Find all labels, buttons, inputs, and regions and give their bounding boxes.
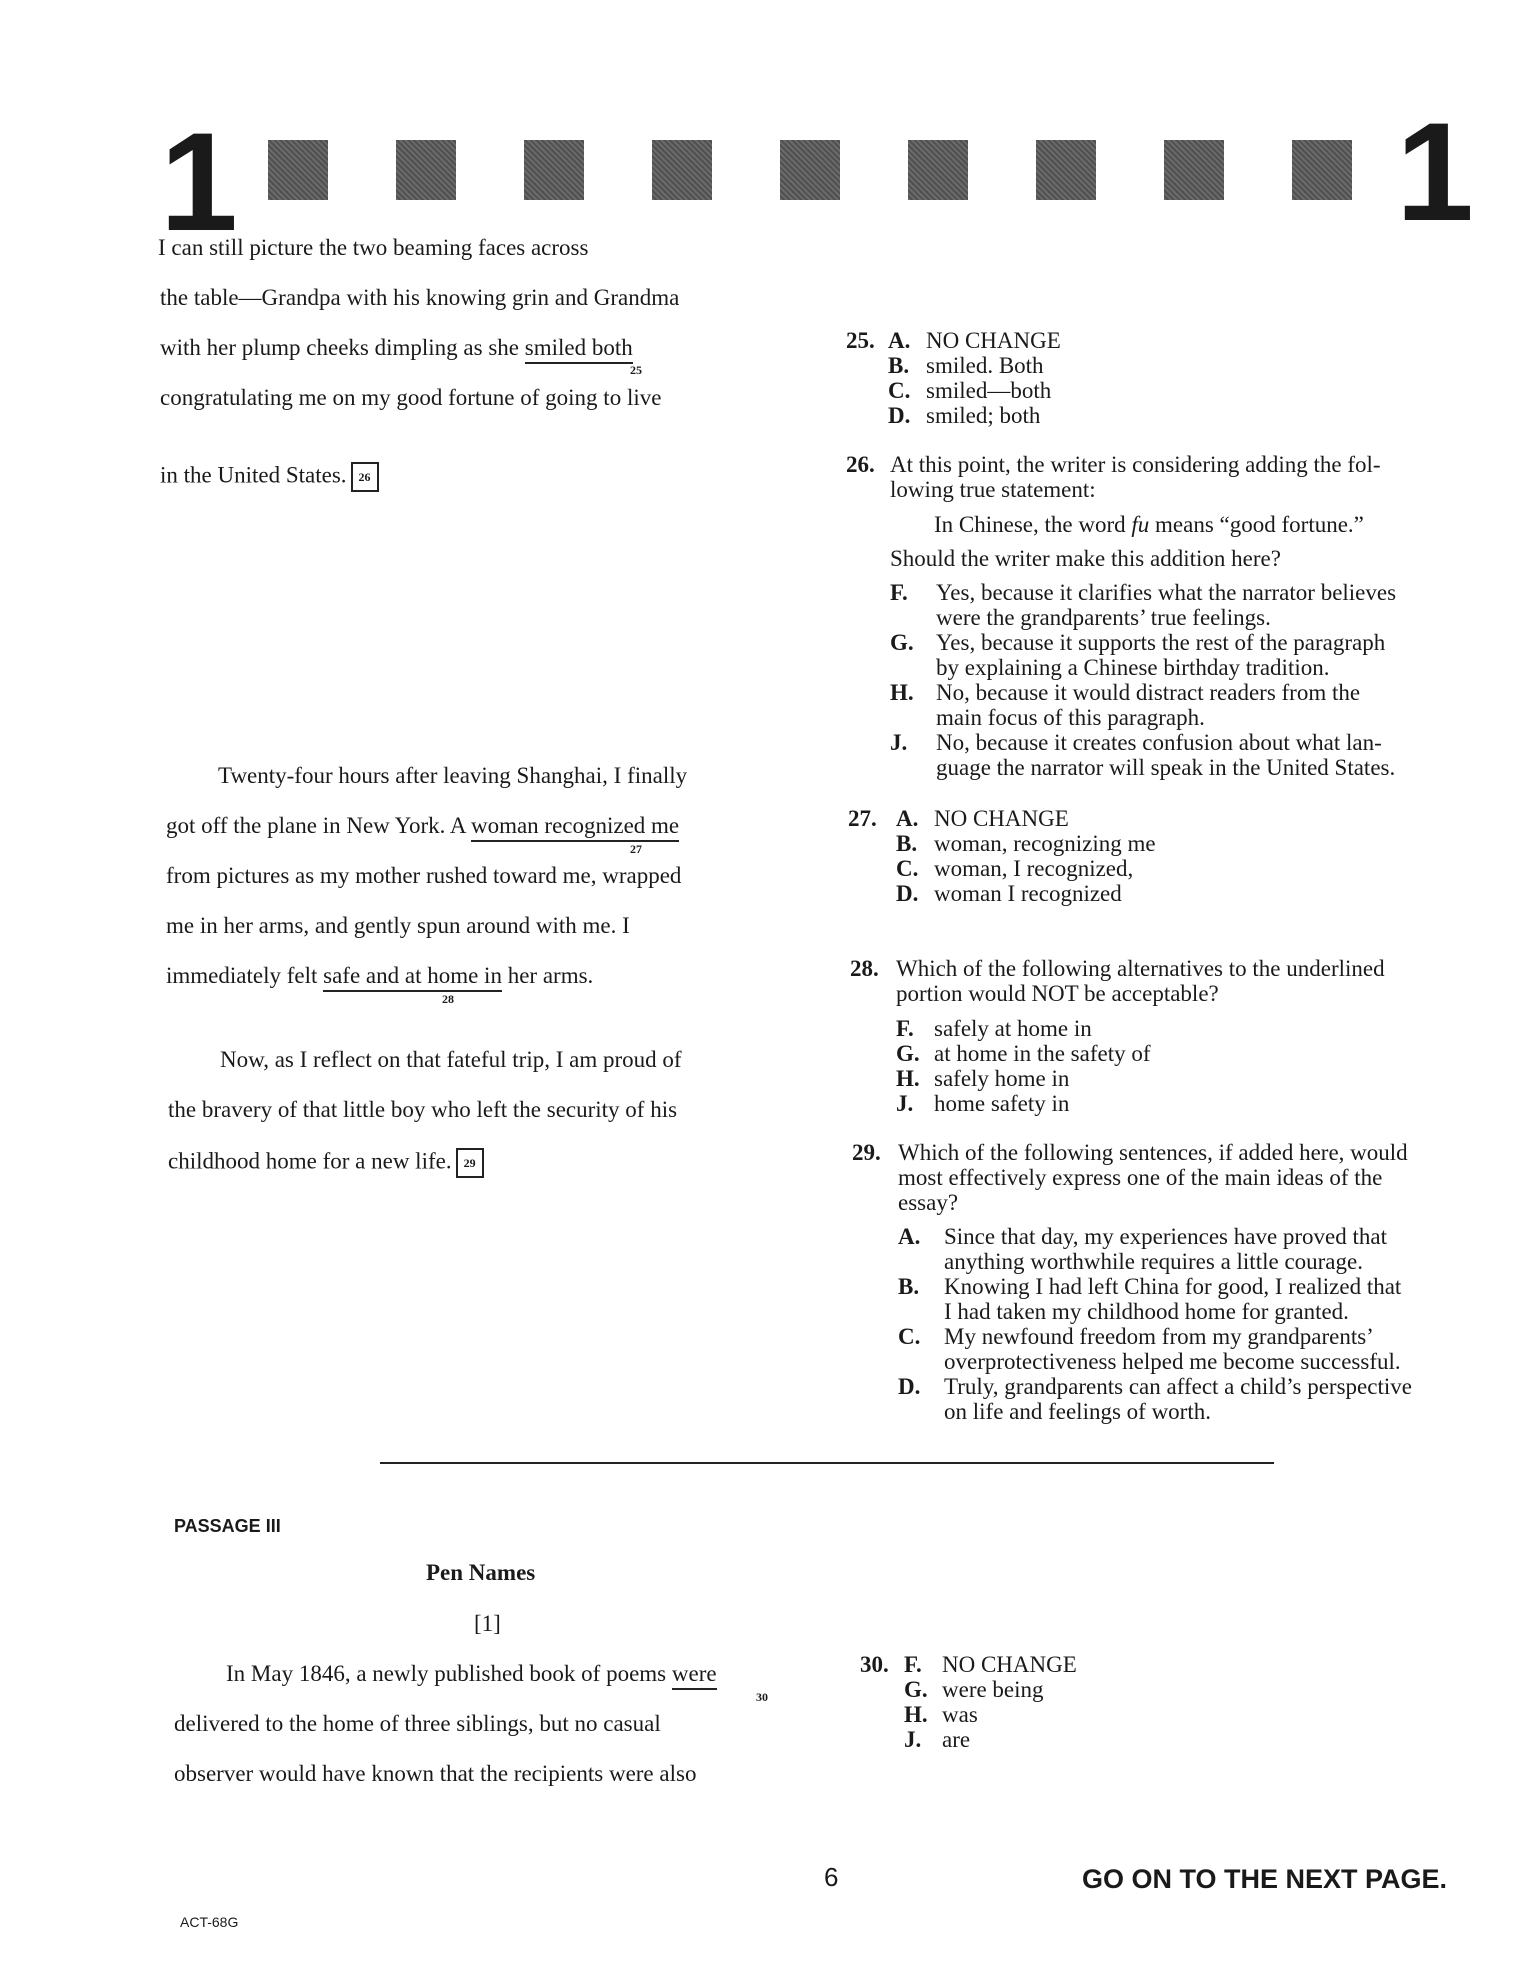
question-box-29: 29	[456, 1148, 484, 1178]
underlined-portion-30: were	[672, 1661, 717, 1690]
answer-option-d-cont: on life and feelings of worth.	[944, 1399, 1211, 1424]
passage-line: Now, as I reflect on that fateful trip, I am proud of	[220, 1047, 682, 1072]
passage-line: the bravery of that little boy who left the security of his	[168, 1097, 678, 1122]
section-number-left: 1	[160, 103, 234, 260]
question-box-26: 26	[351, 462, 379, 492]
passage-line: congratulating me on my good fortune of going to live	[160, 385, 662, 410]
answer-option-h[interactable]: H. No, because it would distract readers from the	[890, 680, 1361, 705]
question-stem: Which of the following sentences, if added here, would	[898, 1140, 1408, 1165]
answer-option-a[interactable]: A. Since that day, my experiences have proved that	[898, 1224, 1388, 1249]
answer-option-j-cont: guage the narrator will speak in the United States.	[936, 755, 1396, 780]
passage-line	[166, 964, 593, 987]
passage-line: the table—Grandpa with his knowing grin and Grandma	[160, 285, 680, 310]
answer-option-b[interactable]: B. woman, recognizing me	[896, 831, 1156, 856]
passage-line	[160, 462, 379, 492]
question-prompt: Should the writer make this addition here?	[890, 546, 1281, 571]
question-number: 25.	[846, 328, 875, 353]
answer-option-d[interactable]: D. Truly, grandparents can affect a child’s perspective	[898, 1374, 1412, 1399]
passage-text: in the United States.	[160, 462, 347, 488]
answer-option-c[interactable]: C. My newfound freedom from my grandparents’	[898, 1324, 1374, 1349]
answer-option-f-cont: were the grandparents’ true feelings.	[936, 605, 1271, 630]
passage-text: immediately felt	[166, 963, 324, 988]
section-marker-square	[1036, 140, 1096, 200]
section-marker-square	[780, 140, 840, 200]
passage-line: me in her arms, and gently spun around with me. I	[166, 913, 630, 938]
answer-option-g[interactable]: G. Yes, because it supports the rest of the paragraph	[890, 630, 1386, 655]
underline-number-27: 27	[630, 842, 642, 856]
passage-line	[160, 336, 633, 359]
answer-option-g-cont: by explaining a Chinese birthday tradition.	[936, 655, 1330, 680]
passage-line: I can still picture the two beaming faces across	[158, 235, 589, 260]
page-number: 6	[824, 1862, 839, 1892]
section-marker-square	[524, 140, 584, 200]
section-divider	[380, 1462, 1274, 1464]
question-number: 26.	[846, 452, 875, 477]
answer-option-b[interactable]: B. Knowing I had left China for good, I realized that	[898, 1274, 1402, 1299]
section-marker-square	[908, 140, 968, 200]
passage-line: observer would have known that the recipients were also	[174, 1761, 697, 1786]
answer-option-j[interactable]: J. No, because it creates confusion about what lan-	[890, 730, 1382, 755]
passage-text: In May 1846, a newly published book of poems	[226, 1661, 672, 1686]
answer-option-j[interactable]: J. are	[904, 1727, 971, 1752]
section-marker-square	[396, 140, 456, 200]
answer-option-a[interactable]: A. NO CHANGE	[896, 806, 1069, 831]
underline-number-30: 30	[756, 1690, 768, 1704]
passage-line: Twenty-four hours after leaving Shanghai, I finally	[218, 763, 688, 788]
answer-option-c[interactable]: C. woman, I recognized,	[896, 856, 1134, 881]
question-stem: most effectively express one of the main ideas of the	[898, 1165, 1383, 1190]
answer-option-b[interactable]: B. smiled. Both	[888, 353, 1044, 378]
answer-option-c[interactable]: C. smiled—both	[888, 378, 1052, 403]
answer-option-g[interactable]: G. were being	[904, 1677, 1044, 1702]
question-stem: essay?	[898, 1190, 959, 1215]
section-number-right: 1	[1396, 93, 1470, 250]
go-on-next-page: GO ON TO THE NEXT PAGE.	[1082, 1864, 1448, 1894]
answer-option-b-cont: I had taken my childhood home for granted.	[944, 1299, 1349, 1324]
passage-text: childhood home for a new life.	[168, 1148, 452, 1174]
section-marker-square	[268, 140, 328, 200]
passage-title: Pen Names	[426, 1560, 536, 1585]
passage-line	[166, 814, 679, 837]
section-marker-square	[1164, 140, 1224, 200]
section-marker-square	[652, 140, 712, 200]
quoted-statement: In Chinese, the word fu means “good fortune.”	[934, 512, 1364, 537]
answer-option-f[interactable]: F. Yes, because it clarifies what the narrator believes	[890, 580, 1397, 605]
test-code: ACT-68G	[180, 1914, 239, 1930]
question-stem: portion would NOT be acceptable?	[896, 981, 1219, 1006]
question-stem: Which of the following alternatives to the underlined	[896, 956, 1385, 981]
answer-option-a[interactable]: A. NO CHANGE	[888, 328, 1061, 353]
underline-number-28: 28	[442, 992, 454, 1006]
answer-option-d[interactable]: D. woman I recognized	[896, 881, 1122, 906]
answer-option-j[interactable]: J. home safety in	[896, 1091, 1070, 1116]
underlined-portion-25: smiled both	[525, 335, 633, 364]
passage-text: with her plump cheeks dimpling as she	[160, 335, 525, 360]
answer-option-c-cont: overprotectiveness helped me become successful.	[944, 1349, 1401, 1374]
passage-line: delivered to the home of three siblings, but no casual	[174, 1711, 661, 1736]
answer-option-f[interactable]: F. safely at home in	[896, 1016, 1092, 1041]
question-number: 29.	[852, 1140, 881, 1165]
underlined-portion-27: woman recognized me	[471, 813, 679, 842]
section-marker-square	[1292, 140, 1352, 200]
answer-option-h[interactable]: H. safely home in	[896, 1066, 1070, 1091]
question-number: 28.	[850, 956, 879, 981]
passage-text: her arms.	[501, 963, 594, 988]
passage-text: got off the plane in New York. A	[166, 813, 471, 838]
answer-option-g[interactable]: G. at home in the safety of	[896, 1041, 1151, 1066]
answer-option-h-cont: main focus of this paragraph.	[936, 705, 1205, 730]
answer-option-d[interactable]: D. smiled; both	[888, 403, 1041, 428]
question-number: 30.	[860, 1652, 889, 1677]
underlined-portion-28: safe and at home in	[323, 963, 502, 992]
answer-option-h[interactable]: H. was	[904, 1702, 978, 1727]
passage-line	[226, 1662, 717, 1685]
paragraph-marker: [1]	[474, 1611, 501, 1636]
answer-option-a-cont: anything worthwhile requires a little courage.	[944, 1249, 1363, 1274]
passage-label: PASSAGE III	[174, 1516, 281, 1536]
passage-line	[168, 1148, 484, 1178]
question-stem: At this point, the writer is considering adding the fol-	[890, 452, 1381, 477]
passage-line: from pictures as my mother rushed toward me, wrapped	[166, 863, 682, 888]
answer-option-f[interactable]: F. NO CHANGE	[904, 1652, 1077, 1677]
question-stem: lowing true statement:	[890, 477, 1096, 502]
underline-number-25: 25	[630, 363, 642, 377]
question-number: 27.	[848, 806, 877, 831]
